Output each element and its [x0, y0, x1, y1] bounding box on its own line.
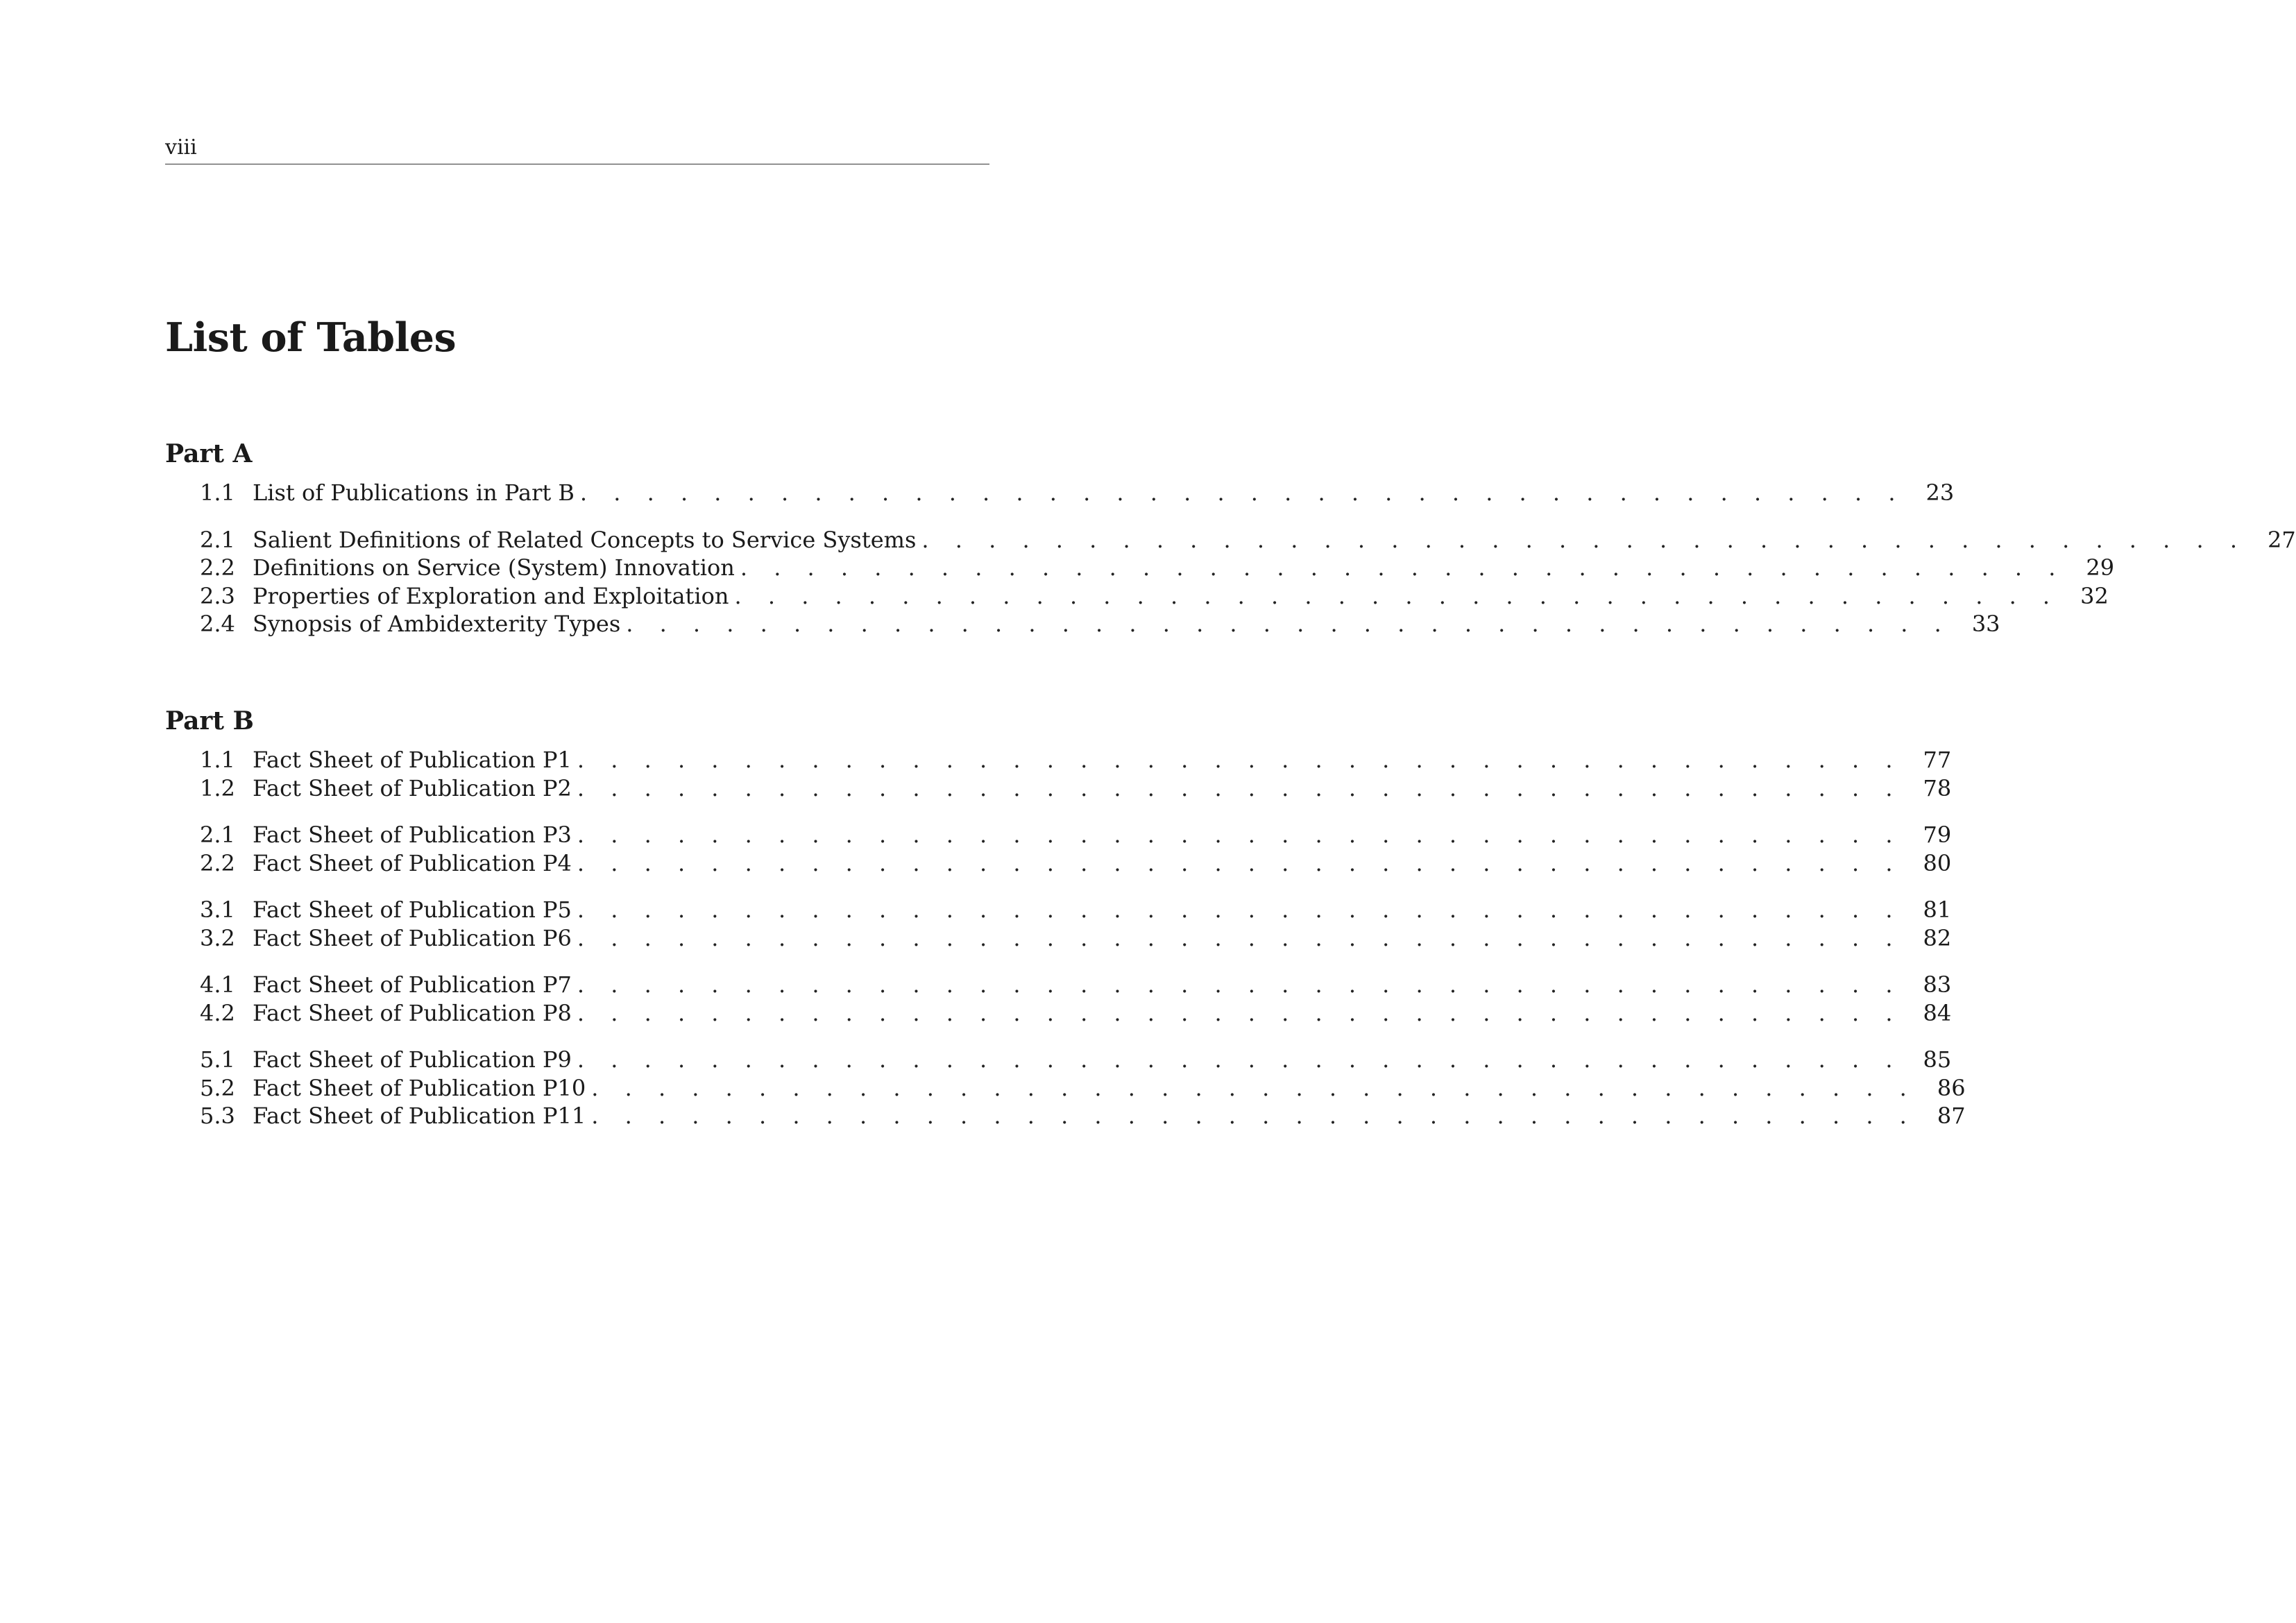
entry-page-number: 87	[1937, 1103, 1966, 1129]
entry-title: Fact Sheet of Publication P7	[253, 971, 577, 999]
dot-leader: . . . . . . . . . . . . . . . . . . . . . . . . . . . . . . . . . . . . . . . .	[921, 526, 2247, 553]
entry-title: Fact Sheet of Publication P3	[253, 821, 577, 849]
entry-number: 2.1	[200, 822, 235, 848]
entry-group	[165, 1046, 1966, 1130]
dot-leader: . . . . . . . . . . . . . . . . . . . . . . . . . . . . . . . . . . . . . . . .	[577, 999, 1903, 1026]
entry-number: 1.1	[200, 747, 235, 773]
toc-entry[interactable]	[165, 774, 1952, 803]
entry-title: Properties of Exploration and Exploitation	[253, 582, 735, 610]
entry-number: 2.2	[200, 849, 235, 876]
entry-title: Salient Definitions of Related Concepts to Service Systems	[253, 526, 921, 554]
entry-group	[165, 896, 1952, 952]
toc-entry[interactable]	[165, 1046, 1952, 1074]
toc-entry[interactable]	[165, 610, 2000, 638]
entry-page-number: 86	[1937, 1074, 1966, 1101]
dot-leader: . . . . . . . . . . . . . . . . . . . . . . . . . . . . . . . . . . . . . . . .	[577, 849, 1903, 876]
dot-leader: . . . . . . . . . . . . . . . . . . . . . . . . . . . . . . . . . . . . . . . .	[626, 611, 1951, 637]
page-number: viii	[165, 135, 197, 160]
toc-entry[interactable]	[165, 526, 2296, 554]
dot-leader: . . . . . . . . . . . . . . . . . . . . . . . . . . . . . . . . . . . . . . . .	[577, 1046, 1903, 1073]
entry-group	[165, 821, 1952, 877]
entry-page-number: 33	[1971, 611, 2000, 637]
toc-entry[interactable]	[165, 971, 1952, 999]
entry-title: Fact Sheet of Publication P8	[253, 999, 577, 1027]
dot-leader: . . . . . . . . . . . . . . . . . . . . . . . . . . . . . . . . . . . . . . . .	[577, 747, 1903, 773]
toc-entry[interactable]	[165, 821, 1952, 849]
entry-page-number: 80	[1923, 849, 1952, 876]
toc-entry[interactable]	[165, 554, 2115, 582]
entry-page-number: 77	[1923, 747, 1952, 773]
entry-page-number: 23	[1925, 479, 1955, 506]
entry-number: 5.3	[200, 1103, 235, 1129]
running-head	[165, 136, 989, 164]
dot-leader: . . . . . . . . . . . . . . . . . . . . . . . . . . . . . . . . . . . . . . . .	[740, 554, 2066, 581]
part-a-section	[165, 437, 2296, 657]
toc-entry[interactable]	[165, 582, 2109, 611]
entry-number: 3.1	[200, 897, 235, 923]
entry-page-number: 78	[1923, 774, 1952, 801]
entry-title: Fact Sheet of Publication P5	[253, 896, 577, 924]
part-heading: Part B	[165, 706, 254, 736]
dot-leader: . . . . . . . . . . . . . . . . . . . . . . . . . . . . . . . . . . . . . . . .	[579, 479, 1905, 506]
entry-page-number: 85	[1923, 1046, 1952, 1073]
dot-leader: . . . . . . . . . . . . . . . . . . . . . . . . . . . . . . . . . . . . . . . .	[577, 774, 1903, 801]
entry-page-number: 82	[1923, 924, 1952, 951]
entry-title: Definitions on Service (System) Innovation	[253, 554, 740, 581]
toc-entry[interactable]	[165, 746, 1952, 774]
toc-entry[interactable]	[165, 999, 1952, 1028]
dot-leader: . . . . . . . . . . . . . . . . . . . . . . . . . . . . . . . . . . . . . . . .	[577, 924, 1903, 951]
entry-number: 3.2	[200, 924, 235, 951]
entry-page-number: 81	[1923, 897, 1952, 923]
entry-title: List of Publications in Part B	[253, 479, 580, 507]
entry-number: 4.2	[200, 999, 235, 1026]
entry-number: 1.2	[200, 774, 235, 801]
toc-entry[interactable]	[165, 849, 1952, 878]
entry-number: 5.2	[200, 1074, 235, 1101]
entry-page-number: 83	[1923, 971, 1952, 998]
part-b-section	[165, 704, 1966, 1149]
dot-leader: . . . . . . . . . . . . . . . . . . . . . . . . . . . . . . . . . . . . . . . .	[577, 897, 1903, 923]
entry-number: 2.4	[200, 611, 235, 637]
entry-title: Fact Sheet of Publication P2	[253, 774, 577, 802]
entry-title: Synopsis of Ambidexterity Types	[253, 610, 626, 638]
entry-page-number: 84	[1923, 999, 1952, 1026]
part-heading: Part A	[165, 439, 253, 468]
toc-entry[interactable]	[165, 1102, 1966, 1130]
entry-number: 2.1	[200, 526, 235, 553]
entry-group	[165, 526, 2296, 638]
dot-leader: . . . . . . . . . . . . . . . . . . . . . . . . . . . . . . . . . . . . . . . .	[591, 1103, 1916, 1129]
entry-title: Fact Sheet of Publication P11	[253, 1102, 591, 1130]
entry-group	[165, 971, 1952, 1027]
entry-page-number: 79	[1923, 822, 1952, 848]
entry-number: 2.2	[200, 554, 235, 581]
entry-title: Fact Sheet of Publication P10	[253, 1074, 591, 1102]
entry-page-number: 29	[2086, 554, 2115, 581]
entry-title: Fact Sheet of Publication P1	[253, 746, 577, 774]
entry-page-number: 32	[2080, 582, 2109, 609]
toc-entry[interactable]	[165, 1074, 1966, 1103]
toc-entry[interactable]	[165, 479, 1955, 507]
entry-group	[165, 479, 1955, 507]
toc-entry[interactable]	[165, 896, 1952, 924]
entry-title: Fact Sheet of Publication P6	[253, 924, 577, 952]
entry-number: 5.1	[200, 1046, 235, 1073]
entry-group	[165, 746, 1952, 802]
dot-leader: . . . . . . . . . . . . . . . . . . . . . . . . . . . . . . . . . . . . . . . .	[577, 971, 1903, 998]
entry-title: Fact Sheet of Publication P4	[253, 849, 577, 877]
entry-page-number: 27	[2267, 526, 2296, 553]
dot-leader: . . . . . . . . . . . . . . . . . . . . . . . . . . . . . . . . . . . . . . . .	[734, 582, 2060, 609]
entry-title: Fact Sheet of Publication P9	[253, 1046, 577, 1073]
entry-number: 1.1	[200, 479, 235, 506]
page-title: List of Tables	[165, 314, 457, 361]
entry-number: 4.1	[200, 971, 235, 998]
dot-leader: . . . . . . . . . . . . . . . . . . . . . . . . . . . . . . . . . . . . . . . .	[591, 1074, 1916, 1101]
document-page	[165, 0, 2296, 1623]
entry-number: 2.3	[200, 582, 235, 609]
toc-entry[interactable]	[165, 924, 1952, 953]
dot-leader: . . . . . . . . . . . . . . . . . . . . . . . . . . . . . . . . . . . . . . . .	[577, 822, 1903, 848]
